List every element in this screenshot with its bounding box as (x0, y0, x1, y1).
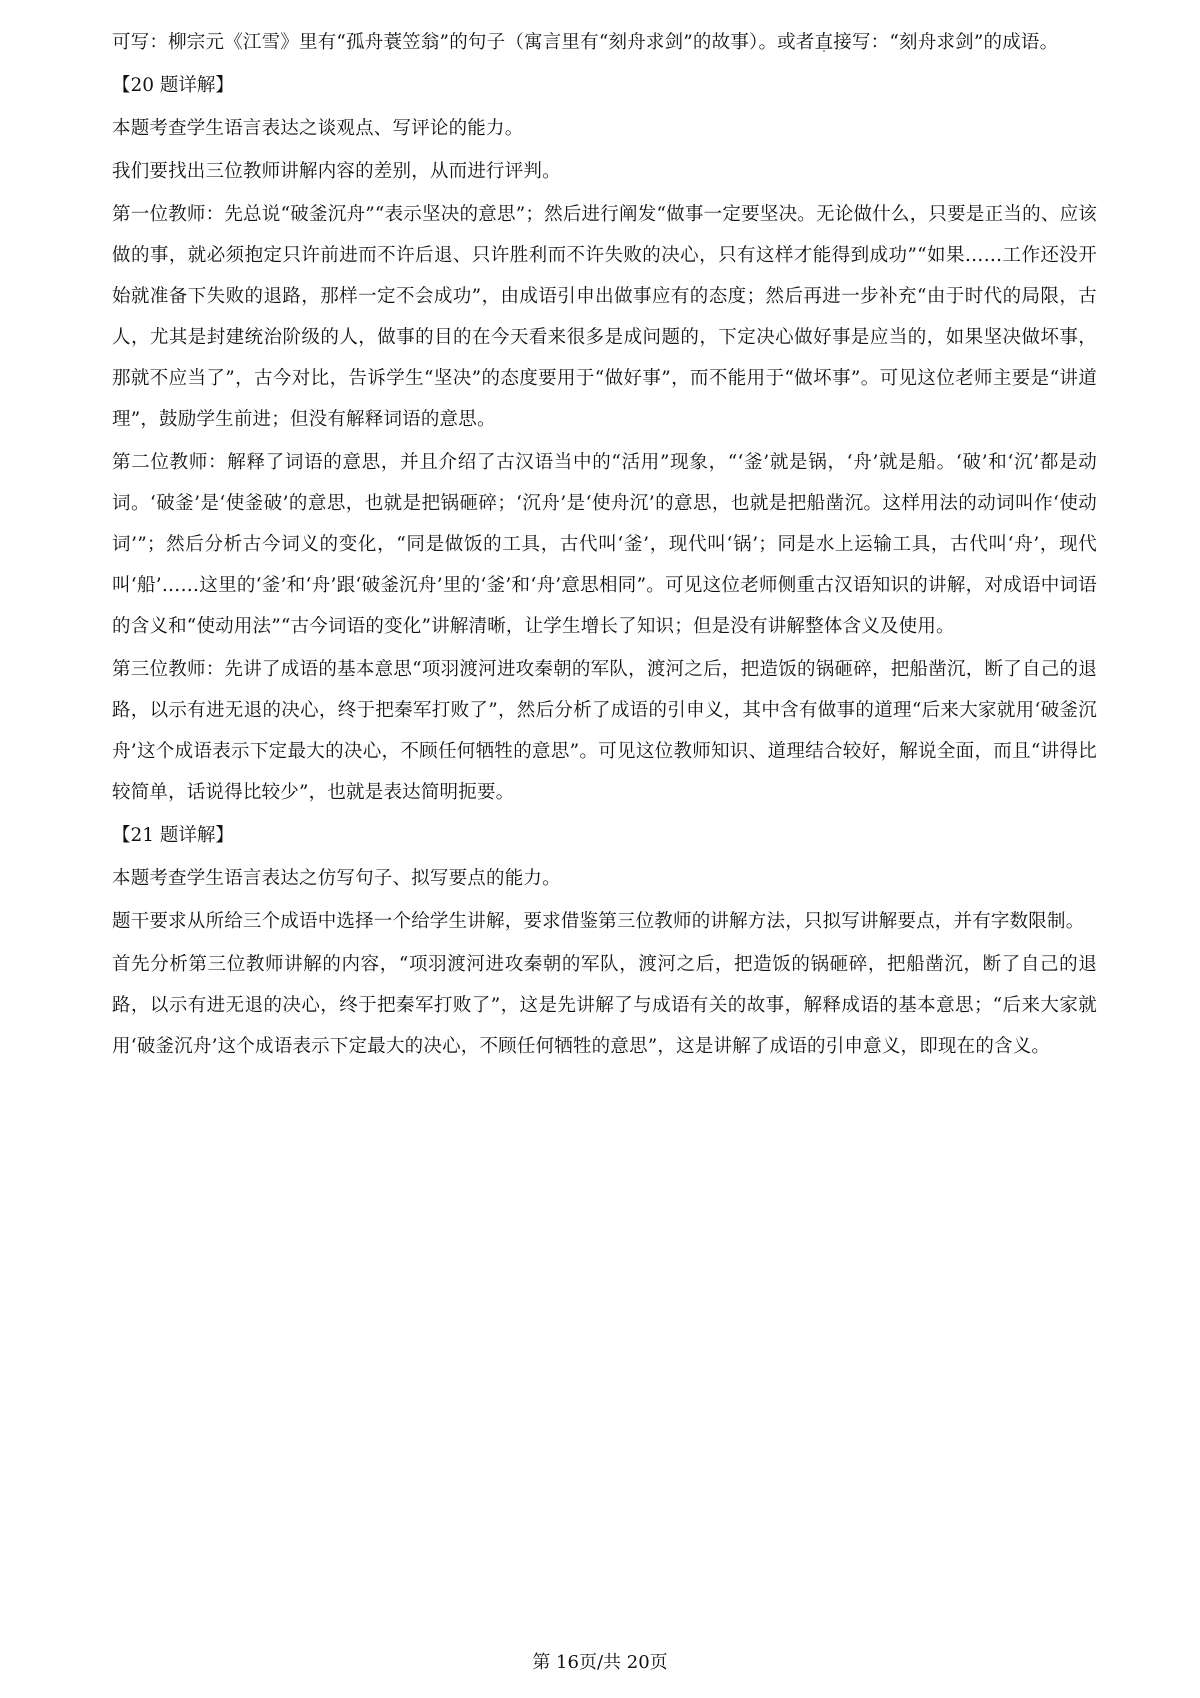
paragraph: 首先分析第三位教师讲解的内容，“项羽渡河进攻秦朝的军队，渡河之后，把造饭的锅砸碎，把船凿沉，断了自己的退路，以示有进无退的决心，终于把秦军打败了”，这是先讲解了与成语有关的故事，解释成语的基本意思；“后来大家就用‘破釜沉舟’这个成语表示下定最大的决心，不顾任何牺牲的意思”，这是讲解了成语的引申意义，即现在的含义。 (112, 954, 1097, 1057)
paragraph: 题干要求从所给三个成语中选择一个给学生讲解，要求借鉴第三位教师的讲解方法，只拟写讲解要点，并有字数限制。 (112, 911, 1085, 932)
document-body (112, 22, 1097, 1069)
section-title-q20: 【20 题详解】 (112, 75, 234, 96)
paragraph: 可写：柳宗元《江雪》里有“孤舟蓑笠翁”的句子（寓言里有“刻舟求剑”的故事）。或者直接写：“刻舟求剑”的成语。 (112, 32, 1059, 53)
paragraph: 本题考查学生语言表达之谈观点、写评论的能力。 (112, 118, 524, 139)
paragraph: 我们要找出三位教师讲解内容的差别，从而进行评判。 (112, 161, 561, 182)
page-number-footer: 第 16页/共 20页 (532, 1652, 668, 1673)
section-title-q21: 【21 题详解】 (112, 825, 234, 846)
paragraph-teacher-3: 第三位教师：先讲了成语的基本意思“项羽渡河进攻秦朝的军队，渡河之后，把造饭的锅砸碎，把船凿沉，断了自己的退路，以示有进无退的决心，终于把秦军打败了”，然后分析了成语的引申义，其中含有做事的道理“后来大家就用‘破釜沉舟’这个成语表示下定最大的决心，不顾任何牺牲的意思”。可见这位教师知识、道理结合较好，解说全面，而且“讲得比较简单，话说得比较少”，也就是表达简明扼要。 (112, 659, 1097, 803)
paragraph: 本题考查学生语言表达之仿写句子、拟写要点的能力。 (112, 868, 561, 889)
paragraph-teacher-1: 第一位教师：先总说“破釜沉舟”“表示坚决的意思”；然后进行阐发“做事一定要坚决。无论做什么，只要是正当的、应该做的事，就必须抱定只许前进而不许后退、只许胜利而不许失败的决心，只有这样才能得到成功”“如果……工作还没开始就准备下失败的退路，那样一定不会成功”，由成语引申出做事应有的态度；然后再进一步补充“由于时代的局限，古人，尤其是封建统治阶级的人，做事的目的在今天看来很多是成问题的，下定决心做好事是应当的，如果坚决做坏事，那就不应当了”，古今对比，告诉学生“坚决”的态度要用于“做好事”，而不能用于“做坏事”。可见这位老师主要是“讲道理”，鼓励学生前进；但没有解释词语的意思。 (112, 204, 1097, 430)
paragraph-teacher-2: 第二位教师：解释了词语的意思，并且介绍了古汉语当中的“活用”现象，“‘釜’就是锅，‘舟’就是船。‘破’和‘沉’都是动词。‘破釜’是‘使釜破’的意思，也就是把锅砸碎；‘沉舟’是‘使舟沉’的意思，也就是把船凿沉。这样用法的动词叫作‘使动词’”；然后分析古今词义的变化，“同是做饭的工具，古代叫‘釜’，现代叫‘锅’；同是水上运输工具，古代叫‘舟’，现代叫‘船’……这里的‘釜’和‘舟’跟‘破釜沉舟’里的‘釜’和‘舟’意思相同”。可见这位老师侧重古汉语知识的讲解，对成语中词语的含义和“使动用法”“古今词语的变化”讲解清晰，让学生增长了知识；但是没有讲解整体含义及使用。 (112, 452, 1097, 637)
